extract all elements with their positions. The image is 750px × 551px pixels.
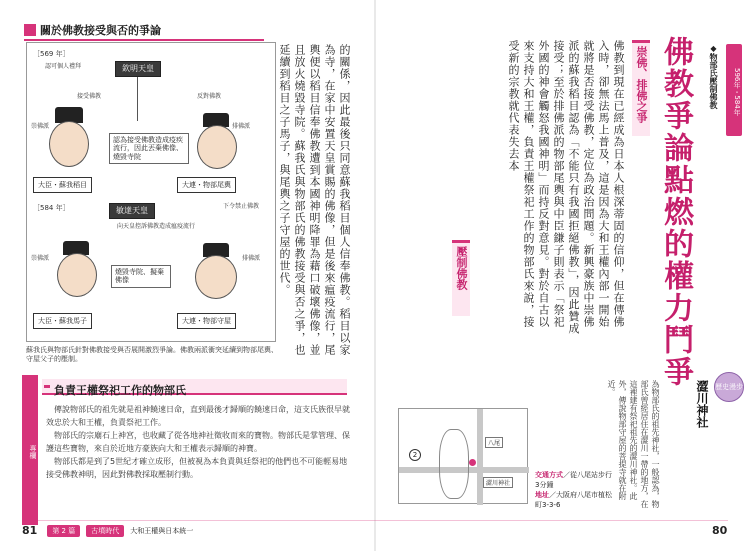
access-label: 交通方式 — [535, 471, 563, 479]
shrine-description: 為物部氏的祖先神社，一般認為，物部氏曾經居住在澀川一帶的地方，在這裡建有祭祀祖先的澀川神社。此外，傳說物部守屋的菩提寺就在附近。 — [607, 380, 660, 508]
temple-note: 燒毀寺院、擬棄佛像 — [111, 265, 171, 288]
page-fold — [374, 0, 376, 551]
anti-faction-2: 排佛派 — [242, 255, 261, 262]
map-road — [477, 409, 483, 505]
soga-umako-figure — [57, 253, 97, 297]
section-heading-2: 壓制佛教 — [452, 240, 470, 316]
main-title: 佛教爭論點燃的權力鬥爭 — [658, 36, 693, 388]
mononobe-okoshi-label: 大連・物部尾輿 — [177, 177, 236, 193]
left-body-text: 的關係，因此最後只同意蘇我稻目個人信奉佛教。稻目以家為寺，在家中安置天皇賞賜的佛像，但是後來瘟疫流行，尾輿便以稻目信奉佛教遭到本國神明降罪為藉口破壞佛像，並且放火燒毀寺院。蘇我氏與物部氏的佛教接受與否之爭，也延續到稻目之子馬子，與尾輿之子守屋的世代。 — [278, 44, 351, 356]
address-row: 地址／大阪府八尾市植松町3-3-6 — [535, 491, 612, 509]
soga-umako-label: 大臣・蘇我馬子 — [33, 313, 92, 329]
column-paragraph: 物部氏都是到了5世紀才確立成形，但被視為本負責與廷祭祀的他們也不可能輕易地接受佛教神明，因此對佛教採取壓制行動。 — [46, 457, 348, 479]
diagram-caption: 蘇我氏與物部氏針對佛教接受與否展開激烈爭論。佛教兩派衝突延續到物部尾輿、守屋父子的壓制。 — [26, 346, 278, 364]
header-underline — [24, 39, 264, 41]
chapter-name-chip: 古墳時代 — [86, 525, 124, 537]
arrow-line — [137, 77, 138, 121]
anti-label: 反對佛教 — [197, 93, 222, 100]
era-tab: 596年・584年 — [726, 44, 742, 136]
section-title: 關於佛教接受與否的爭論 — [40, 24, 161, 37]
mononobe-okoshi-figure — [197, 125, 237, 169]
column-sidebar — [22, 375, 352, 525]
left-footer — [22, 524, 193, 537]
approve-note: 認可個人禮拜 — [45, 63, 82, 70]
soga-iname-label: 大臣・蘇我稻目 — [33, 177, 92, 193]
section-name: 大和王權與日本統一 — [130, 526, 194, 535]
chapter-chip: 第 2 篇 — [47, 525, 80, 537]
shrine-map-label: 澀川神社 — [483, 477, 513, 488]
section-heading-1: 崇佛、排佛之爭 — [632, 40, 650, 136]
era-subtitle: ◆物部氏壓制佛教 — [709, 44, 718, 109]
emperor-kimmei: 欽明天皇 — [115, 61, 161, 77]
page-number-right: 80 — [712, 524, 728, 537]
pro-faction-2: 崇佛派 — [31, 255, 50, 262]
footer-rule — [22, 520, 728, 521]
route-number: 2 — [409, 449, 421, 461]
section-header — [24, 22, 161, 38]
address-label: 地址 — [535, 491, 549, 499]
pro-label: 接受佛教 — [77, 93, 102, 100]
title-dash — [44, 385, 50, 388]
access-row: 交通方式／從八尾站步行3分鐘 — [535, 471, 612, 489]
appeal-note: 向天皇控訴佛教造成瘟疫流行 — [117, 223, 196, 230]
year-584: ［584 年］ — [33, 204, 70, 212]
mononobe-moriya-figure — [195, 255, 237, 299]
soga-iname-figure — [49, 121, 89, 167]
section1-body: 佛教到現在已經成為日本人根深蒂固的信仰，但在傳佛入時，卻無法馬上普及，這是因為大和王權內部一開始就將是否接受佛教，定位為政治問題。新興豪族中崇佛派的蘇我稻目認為「不能只有我國拒絕佛教」，因此贊成接受；至於排佛派的物部尾輿與中臣鎌子則表示「祭祀外國的神會觸怒我國神明」而持反對意見。對於自古以來支持大和王權，負責王權祭祀工作的物部氏來說，接受新的宗教就代表失去本 — [507, 40, 625, 335]
address-value: 大阪府八尾市植松町3-3-6 — [535, 491, 612, 509]
page-number-left: 81 — [22, 524, 38, 537]
column-tab: 專欄 — [22, 375, 38, 525]
anti-faction: 排佛派 — [232, 123, 251, 130]
pro-faction: 崇佛派 — [31, 123, 50, 130]
column-body — [46, 403, 351, 481]
access-map — [398, 408, 528, 504]
ban-order: 下令禁止佛教 — [223, 203, 260, 210]
access-info — [535, 470, 615, 510]
shrine-title: 澀川神社 — [695, 380, 709, 428]
column-paragraph: 物部氏的宗廟石上神宮，也收藏了從各地神社徵收而來的寶物。物部氏是掌管理、保護這些寶物，來自於近地方豪族向大和王權表示歸順的神寶。 — [46, 431, 350, 453]
column-paragraph: 傳說物部氏的祖先就是祖神饒速日命，直到最後才歸順的饒速日命，這支氏族很早就效忠於大和王權，負責祭祀工作。 — [46, 405, 350, 427]
shrine-pin-icon — [469, 459, 476, 466]
square-icon — [24, 24, 36, 36]
mononobe-moriya-label: 大連・物部守屋 — [177, 313, 236, 329]
map-river — [439, 429, 469, 499]
year-569: ［569 年］ — [33, 50, 70, 58]
plague-note: 認為接受佛教造成疫疾流行，因此丟棄佛像、燒毀寺院 — [109, 133, 189, 164]
column-title: 負責王權祭祀工作的物部氏 — [54, 384, 186, 397]
history-walk-badge: 歷史漫步 — [714, 372, 744, 402]
dispute-diagram — [26, 42, 276, 342]
emperor-bidatsu: 敏達天皇 — [109, 203, 155, 219]
column-title-bar — [42, 379, 347, 395]
station-label: 八尾 — [485, 437, 503, 448]
access-value: 從八尾站步行3分鐘 — [535, 471, 612, 489]
